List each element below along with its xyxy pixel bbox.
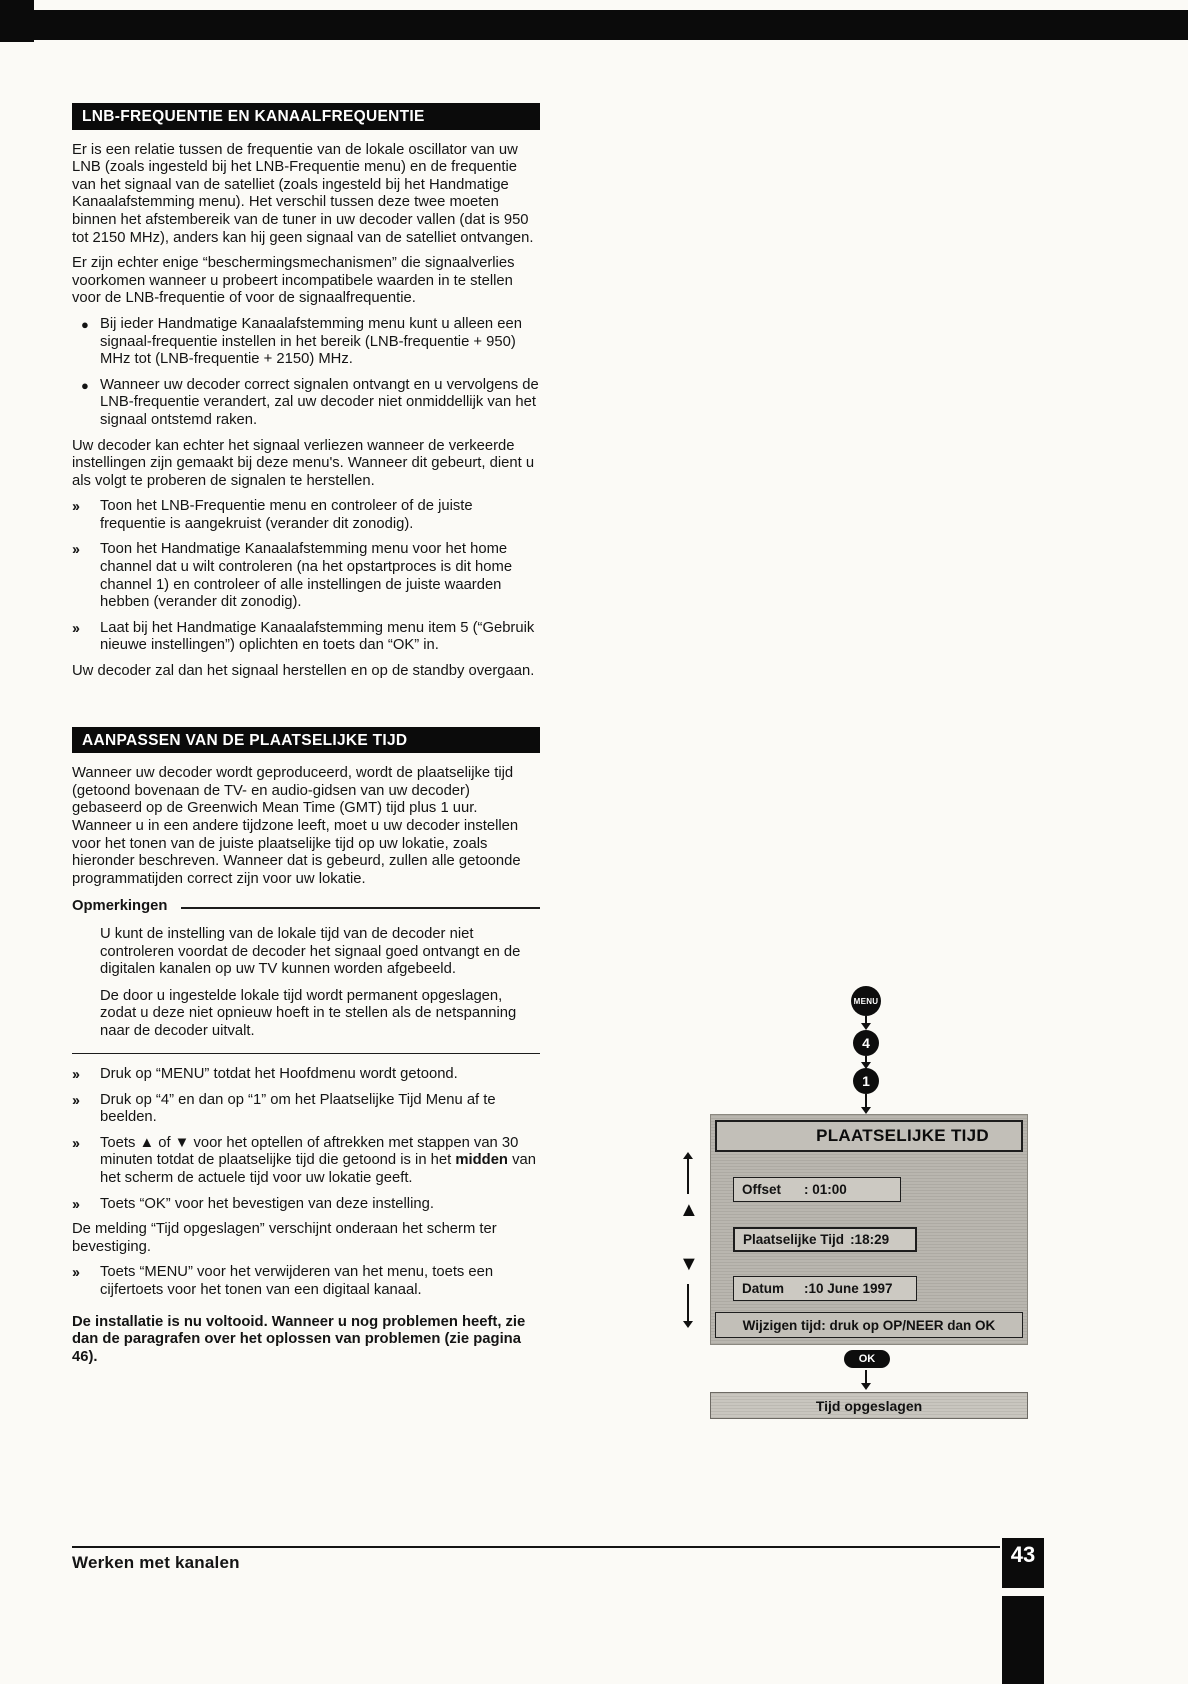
step-text: Toon het LNB-Frequentie menu en controleer of de juiste frequentie is aangekruist (verander dit zonodig).	[100, 498, 473, 532]
chevron-icon: ››	[72, 619, 78, 637]
chevron-icon: ››	[72, 1264, 78, 1282]
step-text: Toets “OK” voor het bevestigen van deze instelling.	[100, 1195, 434, 1212]
arrow-down-icon	[865, 1016, 867, 1024]
notes-heading-rule	[181, 907, 540, 909]
tv-field-offset	[733, 1177, 901, 1202]
step-item	[72, 1196, 540, 1214]
step-text: Laat bij het Handmatige Kanaalafstemming menu item 5 (“Gebruik nieuwe instellingen”) oplichten en toets dan “OK” in.	[100, 619, 535, 654]
text-column	[72, 103, 540, 1366]
tv-field-value: :10 June 1997	[804, 1281, 893, 1296]
chevron-icon: ››	[72, 1066, 78, 1084]
step-text: Toets ▲ of ▼ voor het optellen of aftrekken met stappen van 30 minuten totdat de plaatselijke tijd die getoond is in het midden van het scherm de actuele tijd voor uw lokatie geeft.	[100, 1134, 536, 1186]
footer-divider	[72, 1546, 1000, 1548]
chevron-icon: ››	[72, 541, 78, 559]
paragraph: Er zijn echter enige “beschermingsmechanismen” die signaalverlies voorkomen wanneer u probeert incompatibele waarden in te stellen voor de LNB-frequentie of voor de signaalfrequentie.	[72, 255, 515, 307]
chevron-icon: ››	[72, 498, 78, 516]
tv-field-value: : 01:00	[804, 1182, 847, 1197]
notes-heading	[72, 898, 540, 916]
step-text: Druk op “MENU” totdat het Hoofdmenu wordt getoond.	[100, 1066, 458, 1083]
note-paragraph: De door u ingestelde lokale tijd wordt permanent opgeslagen, zodat u deze niet opnieuw hoeft in te stellen als de netspanning naar de decoder uitvalt.	[100, 987, 517, 1039]
arrow-up-icon	[687, 1158, 689, 1194]
step-item	[72, 498, 540, 533]
arrow-down-icon	[865, 1056, 867, 1063]
notes-heading-label: Opmerkingen	[72, 898, 168, 915]
step-item	[72, 1264, 540, 1299]
tv-field-label: Plaatselijke Tijd	[743, 1232, 845, 1247]
footer-chapter-title: Werken met kanalen	[72, 1553, 240, 1572]
bullet-icon: ●	[81, 377, 89, 393]
step-item	[72, 1092, 540, 1127]
remote-menu-button-illustration: MENU	[851, 986, 881, 1016]
tv-field-plaatselijke-tijd	[733, 1227, 917, 1252]
remote-key-4-illustration: 4	[853, 1030, 879, 1056]
bullet-item	[72, 377, 540, 430]
bullet-text: Wanneer uw decoder correct signalen ontvangt en u vervolgens de LNB-frequentie verandert, zal uw decoder niet onmiddellijk van het signaal ontstemd raken.	[100, 376, 539, 428]
arrow-down-icon	[865, 1094, 867, 1108]
tv-status-message-bar: Tijd opgeslagen	[710, 1392, 1028, 1419]
closing-paragraph: De installatie is nu voltooid. Wanneer u nog problemen heeft, zie dan de paragrafen over het oplossen van problemen (zie pagina 46).	[72, 1313, 526, 1365]
section-header-lnb-frequentie: LNB-FREQUENTIE EN KANAALFREQUENTIE	[72, 103, 540, 130]
step-item	[72, 1135, 540, 1188]
arrow-down-icon	[865, 1370, 867, 1384]
page-number-text: 43	[1010, 1542, 1036, 1567]
remote-key-1-illustration: 1	[853, 1068, 879, 1094]
step-item	[72, 541, 540, 611]
bullet-icon: ●	[81, 316, 89, 332]
chevron-icon: ››	[72, 1091, 78, 1109]
section-header-plaatselijke-tijd: AANPASSEN VAN DE PLAATSELIJKE TIJD	[72, 727, 540, 754]
paragraph: Er is een relatie tussen de frequentie van de lokale oscillator van uw LNB (zoals ingesteld bij het LNB-Frequentie menu) en de frequentie van het signaal van de satelliet (zoals ingesteld bij het Handmatige Kanaalafstemming menu). Het verschil tussen deze twee moeten binnen het afstembereik van de tuner in uw decoder vallen (dat is 950 tot 2150 MHz), anders kan hij geen signaal van de satelliet ontvangen.	[72, 141, 534, 246]
page-edge-tab	[1002, 1596, 1044, 1684]
paragraph: Uw decoder kan echter het signaal verliezen wanneer de verkeerde instellingen zijn gemaakt bij deze menu's. Wanneer dit gebeurt, dient u als volgt te proberen de signalen te herstellen.	[72, 437, 535, 489]
paragraph: Wanneer uw decoder wordt geproduceerd, wordt de plaatselijke tijd (getoond bovenaan de TV- en audio-gidsen van uw decoder) gebaseerd op de Greenwich Mean Time (GMT) tijd plus 1 uur. Wanneer u in een andere tijdzone leeft, moet u uw decoder instellen voor het tonen van de juiste plaatselijke tijd op uw lokatie, zoals hieronder beschreven. Wanneer dat is gebeurd, zullen alle getoonde programmatijden correct zijn voor uw lokatie.	[72, 765, 521, 887]
tv-menu-title: PLAATSELIJKE TIJD	[715, 1120, 1023, 1152]
step-item	[72, 1066, 540, 1084]
notes-divider	[72, 1053, 540, 1055]
step-item	[72, 620, 540, 655]
tv-menu-screenshot	[710, 1114, 1028, 1345]
tv-field-datum	[733, 1276, 917, 1301]
arrow-down-icon	[687, 1284, 689, 1322]
up-triangle-key-icon: ▲	[679, 1199, 699, 1221]
paragraph: Uw decoder zal dan het signaal herstellen en op de standby overgaan.	[72, 663, 535, 680]
bullet-item	[72, 316, 540, 369]
step-text: Toon het Handmatige Kanaalafstemming menu voor het home channel dat u wilt controleren (na het opstartproces is dit home channel 1) en controleer of alle instellingen de juiste waarden hebben (verander dit zonodig).	[100, 541, 513, 611]
page-number	[1002, 1538, 1044, 1588]
chevron-icon: ››	[72, 1195, 78, 1213]
remote-ok-button-illustration: OK	[844, 1350, 890, 1368]
tv-menu-instruction-bar: Wijzigen tijd: druk op OP/NEER dan OK	[715, 1312, 1023, 1338]
step-text: Toets “MENU” voor het verwijderen van het menu, toets een cijfertoets voor het tonen van een digitaal kanaal.	[100, 1264, 494, 1298]
paragraph: De melding “Tijd opgeslagen” verschijnt onderaan het scherm ter bevestiging.	[72, 1221, 497, 1255]
step-text: Druk op “4” en dan op “1” om het Plaatselijke Tijd Menu af te beelden.	[100, 1091, 496, 1126]
step-bold-word: midden	[455, 1152, 508, 1169]
tv-field-label: Datum	[742, 1281, 785, 1296]
top-border-bar	[0, 10, 1188, 40]
bullet-text: Bij ieder Handmatige Kanaalafstemming menu kunt u alleen een signaal-frequentie instellen in het bereik (LNB-frequentie + 950) MHz tot (LNB-frequentie + 2150) MHz.	[100, 315, 522, 368]
down-triangle-key-icon: ▼	[679, 1253, 699, 1275]
note-paragraph: U kunt de instelling van de lokale tijd van de decoder niet controleren voordat de decoder het signaal goed ontvangt en de digitalen kanalen op uw TV kunnen worden afgebeeld.	[100, 925, 521, 978]
tv-field-value: :18:29	[850, 1232, 890, 1247]
chevron-icon: ››	[72, 1134, 78, 1152]
tv-field-label: Offset	[742, 1182, 782, 1197]
